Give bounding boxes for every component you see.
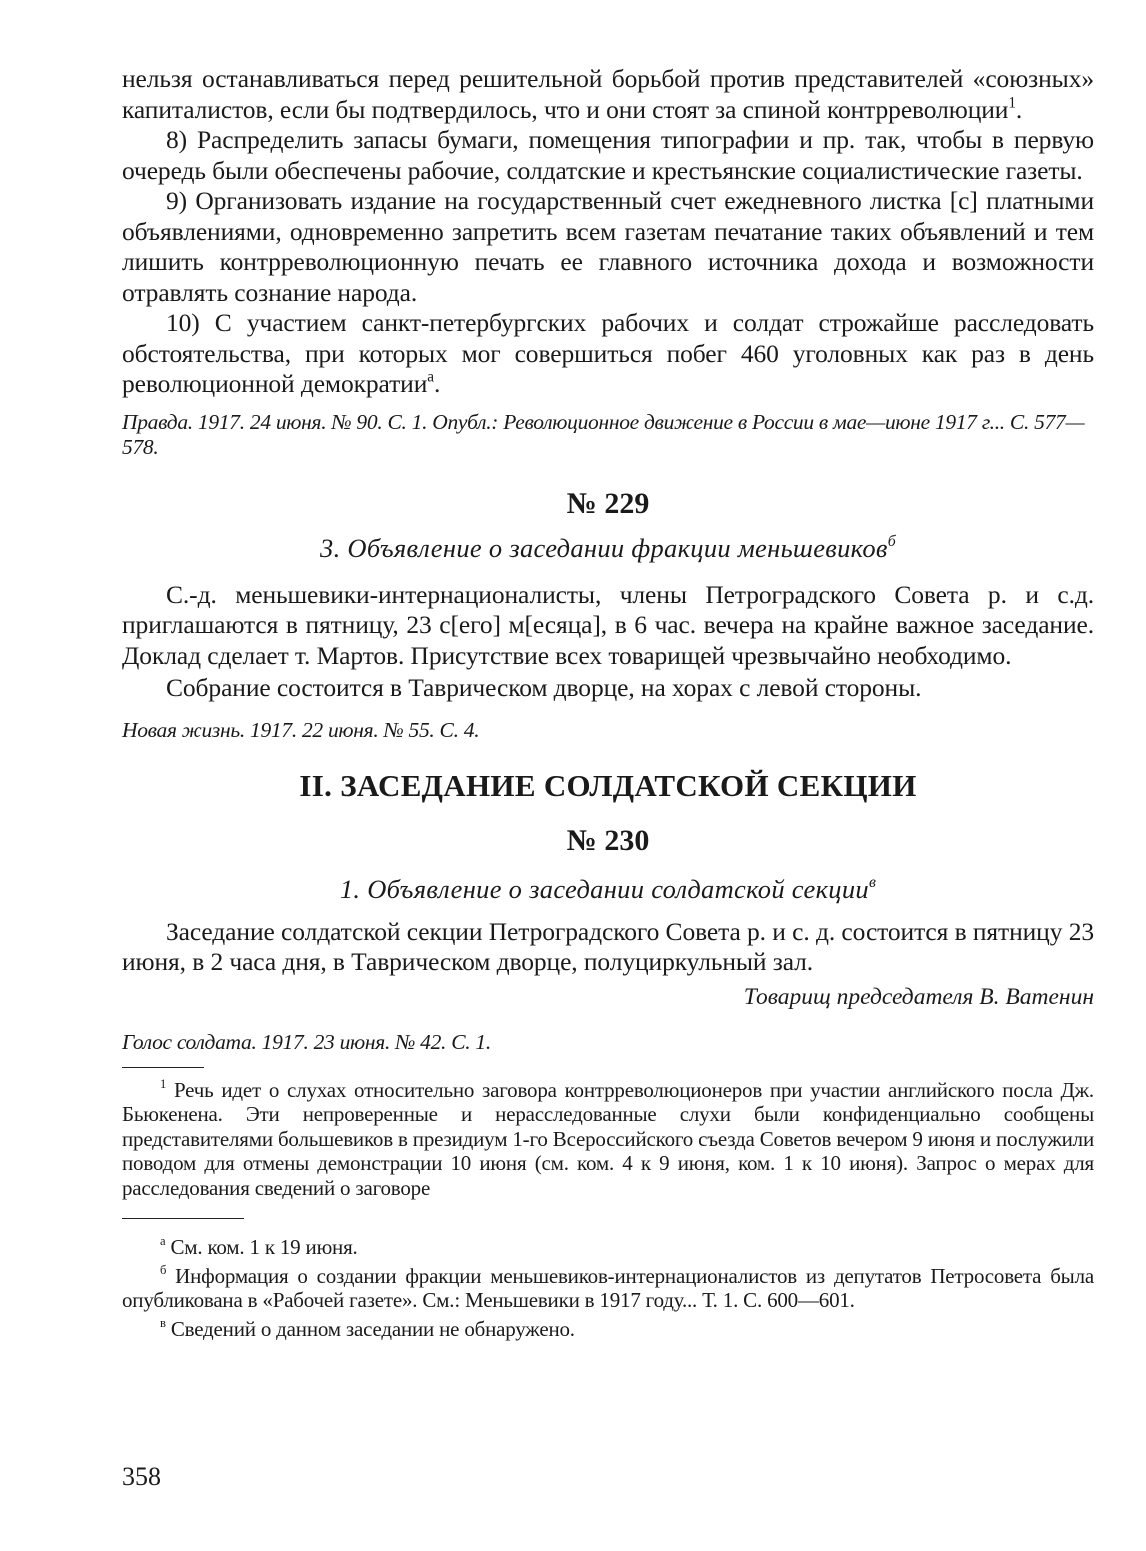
footnote-ref[interactable]: в [868, 873, 877, 891]
footnote-mark: в [160, 1315, 166, 1330]
paragraph-text: 10) С участием санкт-петербургских рабочих и солдат строжайше расследовать обстоятельства, при которых мог совершиться побег 460 уголовных как раз в день революционной демократии [122, 308, 1094, 398]
section-heading: II. ЗАСЕДАНИЕ СОЛДАТСКОЙ СЕКЦИИ [299, 767, 917, 803]
footnote-mark: б [160, 1262, 167, 1277]
footnote-a [122, 1235, 1094, 1260]
footnote-ref[interactable]: а [427, 368, 434, 386]
footnote-ref[interactable]: 1 [1008, 93, 1016, 111]
paragraph-text: нельзя останавливаться перед решительной борьбой против представителей «союзных» капиталистов, если бы подтвердилось, что и они стоят за спиной контрреволюции [122, 64, 1094, 124]
footnote-text: Сведений о данном заседании не обнаружено. [170, 1316, 575, 1341]
source-citation: Голос солдата. 1917. 23 июня. № 42. С. 1. [122, 1029, 491, 1054]
title-text: 1. Объявление о заседании солдатской секции [339, 873, 869, 904]
source-citation: Правда. 1917. 24 июня. № 90. С. 1. Опубл.: Революционное движение в России в мае—июне 1917 г... С. 577—578. [122, 409, 1085, 459]
footnote-mark: 1 [160, 1076, 167, 1091]
source-citation: Новая жизнь. 1917. 22 июня. № 55. С. 4. [122, 717, 480, 742]
paragraph-229-2: Собрание состоится в Таврическом дворце, на хорах с левой стороны. [166, 673, 922, 702]
footnote-mark: а [160, 1234, 166, 1249]
title-text: 3. Объявление о заседании фракции меньшевиков [320, 532, 888, 563]
footnote-text: Речь идет о слухах относительно заговора контрреволюционеров при участии английского посла Дж. Бьюкенена. Эти непроверенные и нерасследованные слухи были конфиденциально сообщены представителями большевиков в президиум 1-го Всероссийского съезда Советов вечером 9 июня и послужили поводом для отмены демонстрации 10 июня (см. ком. 4 к 9 июня, ком. 1 к 10 июня). Запрос о мерах для расследования сведений о заговоре [122, 1077, 1094, 1200]
document-number-230: № 230 [566, 823, 650, 857]
document-number-229: № 229 [566, 486, 650, 520]
document-page [122, 64, 1094, 1341]
paragraph-230-1: Заседание солдатской секции Петроградского Совета р. и с. д. состоится в пятницу 23 июня, в 2 часа дня, в Таврическом дворце, полуциркульный зал. [122, 916, 1094, 976]
paragraph-9: 9) Организовать издание на государственный счет ежедневного листка [с] платными объявлениями, одновременно запретить всем газетам печатание таких объявлений и тем лишить контрреволюционную печать ее главного источника дохода и возможности отравлять сознание народа. [122, 186, 1094, 307]
paragraph-8: 8) Распределить запасы бумаги, помещения типографии и пр. так, чтобы в первую очередь были обеспечены рабочие, солдатские и крестьянские социалистические газеты. [122, 125, 1094, 185]
footnote-v [122, 1317, 1094, 1342]
document-title-230 [122, 873, 1094, 905]
document-title-229 [122, 532, 1094, 564]
paragraph-229-1: С.-д. меньшевики-интернационалисты, члены Петроградского Совета р. и с.д. приглашаются в пятницу, 23 с[его] м[есяца], в 6 час. вечера на крайне важное заседание. Доклад сделает т. Мартов. Присутствие всех товарищей чрезвычайно необходимо. [122, 579, 1094, 670]
footnote-ref[interactable]: б [887, 532, 896, 550]
footnote-b [122, 1264, 1094, 1313]
signature: Товарищ председателя В. Ватенин [743, 983, 1094, 1010]
paragraph-10: 10) С участием санкт-петербургских рабочих и солдат строжайше расследовать обстоятельства, при которых мог совершиться побег 460 уголовных как раз в день революционной демократии$^а$. [122, 308, 1094, 398]
paragraph-7-continued: нельзя останавливаться перед решительной борьбой против представителей «союзных» капиталистов, если бы подтвердилось, что и они стоят за спиной контрреволюции$^1$. [122, 64, 1094, 124]
page-number: 358 [122, 1462, 161, 1491]
footnote-text: Информация о создании фракции меньшевиков-интернационалистов из депутатов Петросовета была опубликована в «Рабочей газете». См.: Меньшевики в 1917 году... Т. 1. С. 600—601. [122, 1263, 1094, 1312]
footnote-text: См. ком. 1 к 19 июня. [170, 1235, 358, 1259]
footnote-1 [122, 1078, 1094, 1201]
